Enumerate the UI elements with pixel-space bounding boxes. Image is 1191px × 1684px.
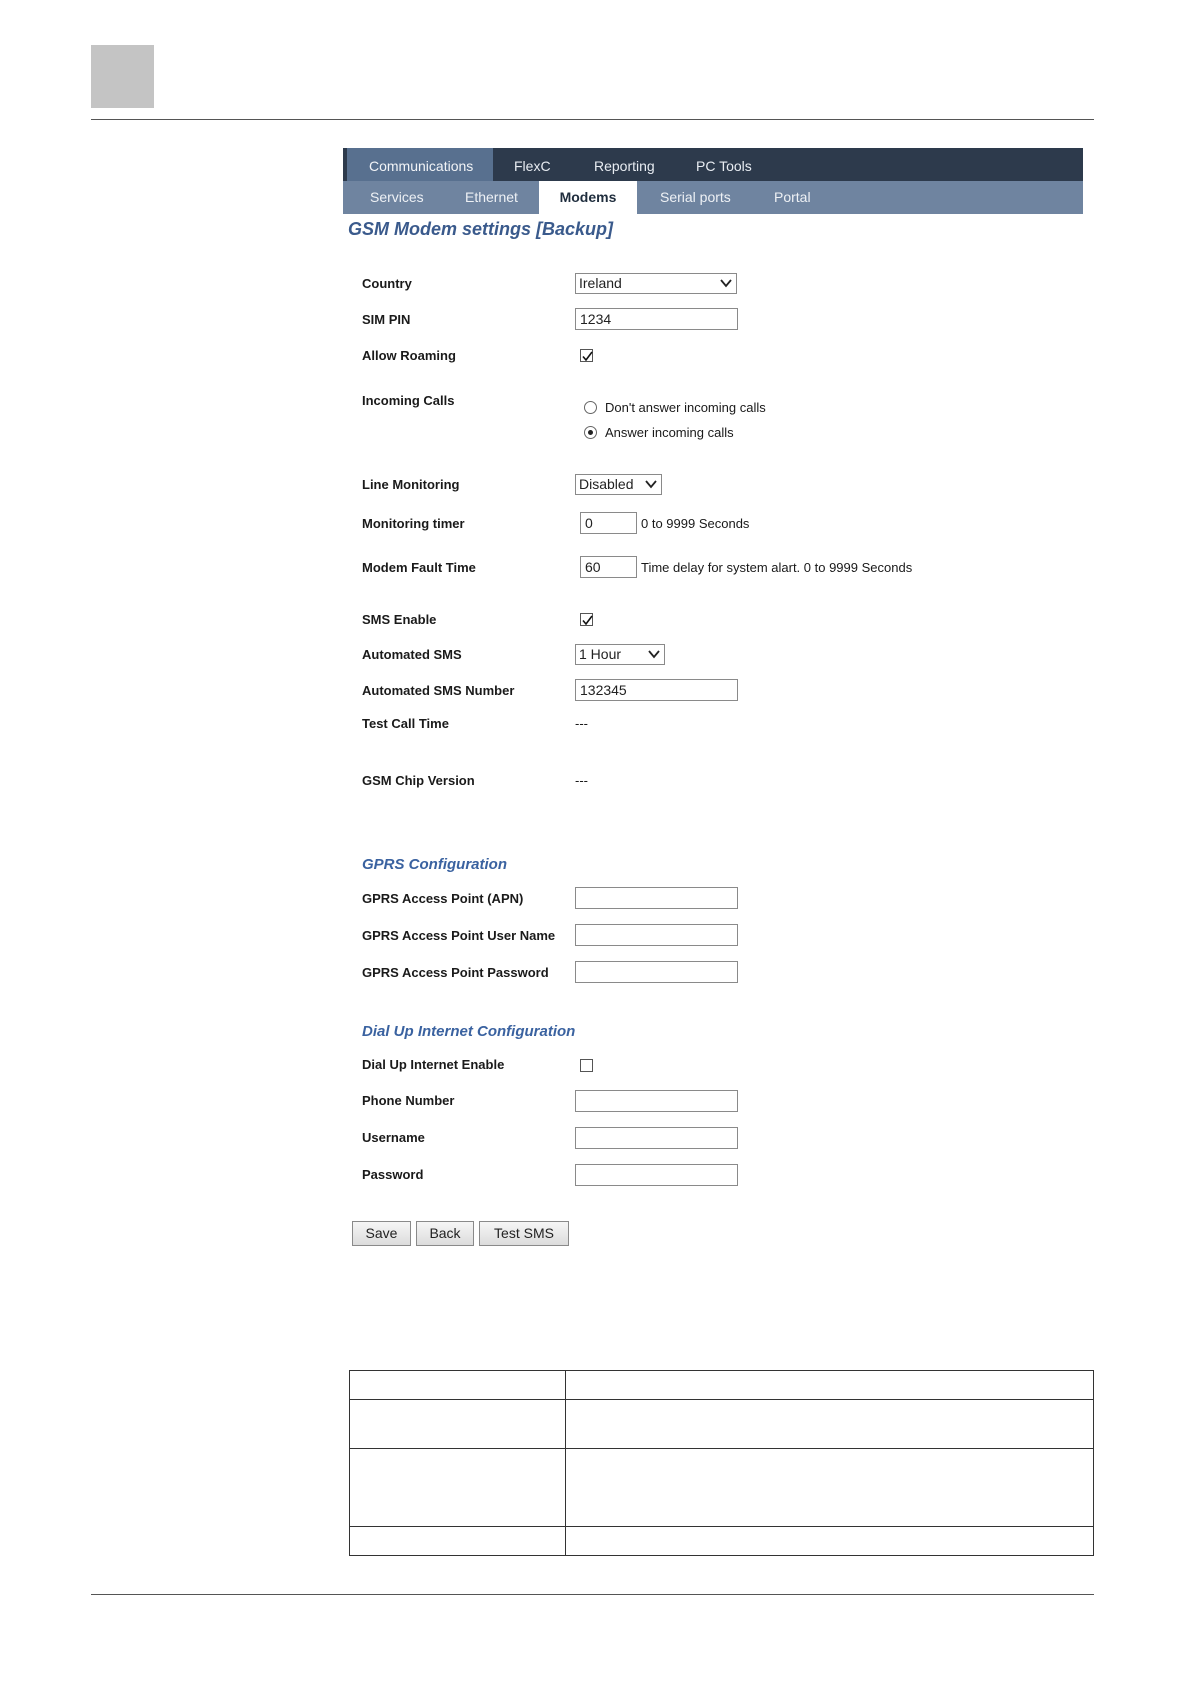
dialup-section-title: Dial Up Internet Configuration [362, 1023, 576, 1040]
automated-sms-number-label: Automated SMS Number [362, 683, 515, 698]
checkmark-icon [581, 614, 594, 627]
test-sms-button[interactable]: Test SMS [479, 1221, 569, 1246]
page-title: GSM Modem settings [Backup] [348, 219, 614, 239]
table-cell [566, 1400, 1094, 1449]
tab-pc-tools[interactable]: PC Tools [696, 158, 752, 174]
password-label: Password [362, 1167, 424, 1182]
modem-fault-time-input[interactable]: 60 [580, 556, 637, 578]
table-cell [350, 1400, 566, 1449]
monitoring-timer-hint: 0 to 9999 Seconds [641, 516, 750, 531]
table-cell [566, 1527, 1094, 1556]
test-call-time-label: Test Call Time [362, 716, 449, 731]
page-corner-marker [91, 45, 154, 108]
subtab-services[interactable]: Services [370, 189, 424, 205]
table-cell [350, 1527, 566, 1556]
sub-tabbar [343, 181, 1083, 214]
sms-enable-label: SMS Enable [362, 612, 437, 627]
chevron-down-icon [719, 276, 733, 290]
tab-reporting[interactable]: Reporting [594, 158, 655, 174]
phone-number-label: Phone Number [362, 1093, 455, 1108]
phone-number-input[interactable] [575, 1090, 738, 1112]
gprs-apn-label: GPRS Access Point (APN) [362, 891, 524, 906]
line-monitoring-value: Disabled [579, 476, 634, 492]
radio-answer[interactable] [584, 426, 597, 439]
empty-table [349, 1370, 1094, 1556]
tab-communications[interactable]: Communications [347, 148, 493, 181]
automated-sms-number-input[interactable]: 132345 [575, 679, 738, 701]
gsm-chip-version-label: GSM Chip Version [362, 773, 475, 788]
chevron-down-icon [647, 647, 661, 661]
incoming-calls-label: Incoming Calls [362, 393, 455, 408]
table-row [350, 1527, 1094, 1556]
sim-pin-label: SIM PIN [362, 312, 411, 327]
header-rule [91, 119, 1094, 120]
checkmark-icon [581, 350, 594, 363]
automated-sms-label: Automated SMS [362, 647, 462, 662]
radio-selected-dot [588, 430, 593, 435]
subtab-serial-ports[interactable]: Serial ports [660, 189, 731, 205]
gprs-user-name-input[interactable] [575, 924, 738, 946]
line-monitoring-label: Line Monitoring [362, 477, 460, 492]
table-row [350, 1371, 1094, 1400]
table-cell [566, 1371, 1094, 1400]
country-label: Country [362, 276, 412, 291]
allow-roaming-checkbox[interactable] [580, 349, 593, 362]
gsm-chip-version-value: --- [575, 773, 588, 788]
monitoring-timer-input[interactable]: 0 [580, 512, 637, 534]
gprs-user-name-label: GPRS Access Point User Name [362, 928, 556, 943]
username-label: Username [362, 1130, 425, 1145]
modem-fault-time-hint: Time delay for system alart. 0 to 9999 Seconds [641, 560, 913, 575]
tab-flexc[interactable]: FlexC [514, 158, 551, 174]
allow-roaming-label: Allow Roaming [362, 348, 456, 363]
gprs-password-input[interactable] [575, 961, 738, 983]
subtab-portal[interactable]: Portal [774, 189, 811, 205]
modem-fault-time-label: Modem Fault Time [362, 560, 476, 575]
chevron-down-icon [644, 477, 658, 491]
gprs-apn-input[interactable] [575, 887, 738, 909]
gprs-section-title: GPRS Configuration [362, 856, 507, 873]
save-button[interactable]: Save [352, 1221, 411, 1246]
subtab-ethernet[interactable]: Ethernet [465, 189, 518, 205]
modem-settings-panel [343, 148, 1083, 214]
automated-sms-value: 1 Hour [579, 646, 622, 662]
radio-dont-answer-label: Don't answer incoming calls [605, 400, 766, 415]
subtab-modems[interactable]: Modems [539, 181, 637, 214]
monitoring-timer-label: Monitoring timer [362, 516, 465, 531]
table-cell [350, 1371, 566, 1400]
radio-answer-label: Answer incoming calls [605, 425, 734, 440]
test-call-time-value: --- [575, 716, 588, 731]
gprs-password-label: GPRS Access Point Password [362, 965, 549, 980]
sim-pin-input[interactable]: 1234 [575, 308, 738, 330]
automated-sms-select[interactable] [575, 644, 665, 665]
dialup-enable-checkbox[interactable] [580, 1059, 593, 1072]
table-row [350, 1400, 1094, 1449]
dialup-enable-label: Dial Up Internet Enable [362, 1057, 505, 1072]
table-row [350, 1449, 1094, 1527]
radio-dont-answer[interactable] [584, 401, 597, 414]
password-input[interactable] [575, 1164, 738, 1186]
footer-rule [91, 1594, 1094, 1595]
sms-enable-checkbox[interactable] [580, 613, 593, 626]
country-select[interactable] [575, 273, 737, 294]
main-tabbar [343, 148, 1083, 181]
table-cell [350, 1449, 566, 1527]
country-select-value: Ireland [579, 275, 622, 291]
back-button[interactable]: Back [416, 1221, 474, 1246]
line-monitoring-select[interactable] [575, 474, 662, 495]
username-input[interactable] [575, 1127, 738, 1149]
table-cell [566, 1449, 1094, 1527]
